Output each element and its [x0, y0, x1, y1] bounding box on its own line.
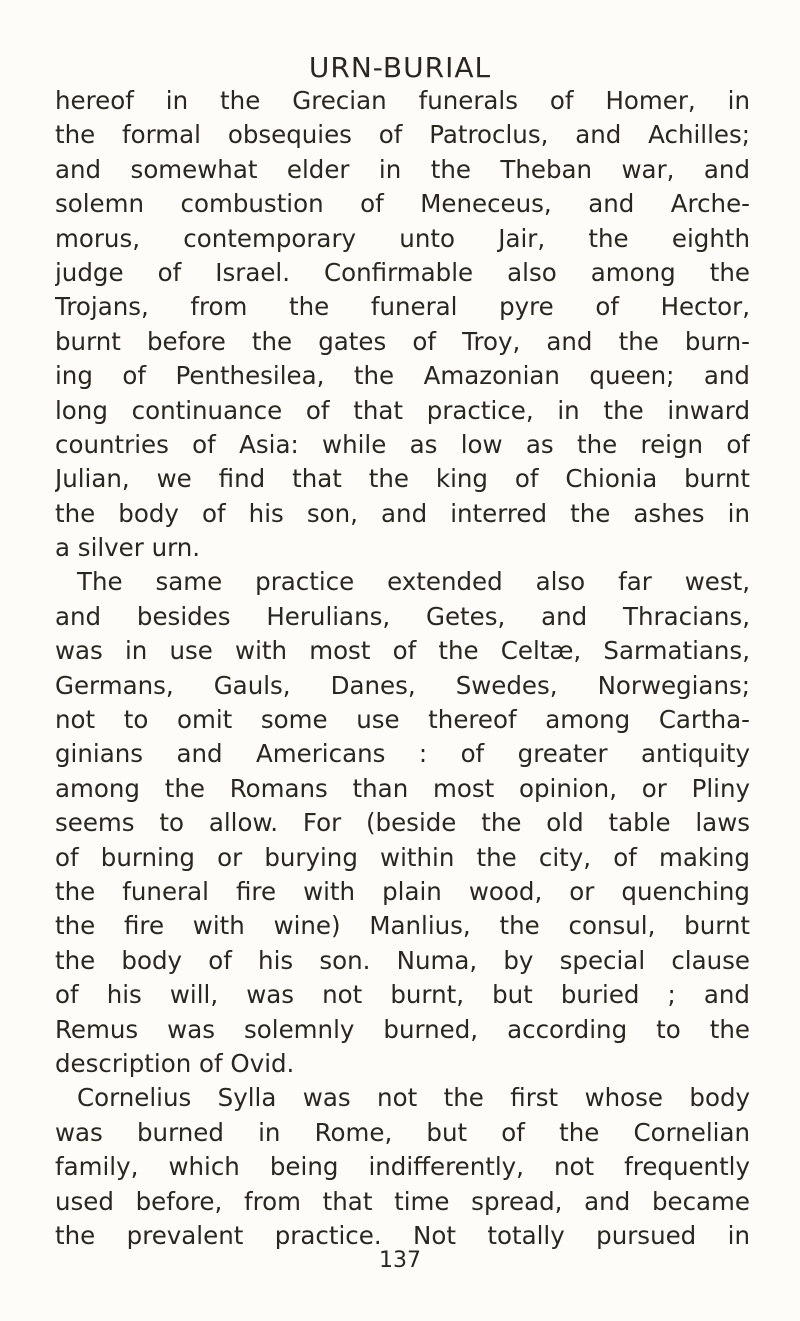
text-line: family, which being indifferently, not frequently [55, 1152, 750, 1182]
text-line: the body of his son. Numa, by special clause [55, 945, 750, 975]
text-line: and somewhat elder in the Theban war, and [55, 154, 750, 184]
text-line: was in use with most of the Celtæ, Sarmatians, [55, 636, 750, 666]
text-line: the fire with wine) Manlius, the consul, burnt [55, 911, 750, 941]
paragraph-2 [55, 565, 750, 1081]
text-line: the body of his son, and interred the ashes in [55, 498, 750, 528]
body-text [55, 84, 750, 1253]
text-line: judge of Israel. Confirmable also among the [55, 257, 750, 287]
text-line: ginians and Americans : of greater antiquity [55, 739, 750, 769]
text-line: of his will, was not burnt, but buried ; and [55, 980, 750, 1010]
text-line: The same practice extended also far west, [77, 567, 750, 597]
text-line: and besides Herulians, Getes, and Thracians, [55, 601, 750, 631]
text-line: was burned in Rome, but of the Cornelian [55, 1117, 750, 1147]
text-line: morus, contemporary unto Jair, the eighth [55, 223, 750, 253]
text-line: Remus was solemnly burned, according to the [55, 1014, 750, 1044]
text-line: hereof in the Grecian funerals of Homer, in [55, 86, 750, 115]
text-line: Cornelius Sylla was not the first whose body [77, 1083, 750, 1113]
paragraph-3 [55, 1081, 750, 1253]
text-line: Germans, Gauls, Danes, Swedes, Norwegians; [55, 670, 750, 700]
text-line: the prevalent practice. Not totally pursued in [55, 1220, 750, 1250]
text-line: a silver urn. [55, 533, 201, 563]
text-line: Julian, we find that the king of Chionia burnt [55, 464, 750, 494]
text-line: among the Romans than most opinion, or Pliny [55, 773, 750, 803]
text-line: ing of Penthesilea, the Amazonian queen; and [55, 361, 750, 391]
text-line: the funeral fire with plain wood, or quenching [55, 876, 750, 906]
text-line: Trojans, from the funeral pyre of Hector, [55, 292, 750, 322]
text-line: not to omit some use thereof among Cartha- [55, 705, 750, 735]
page-number: 137 [379, 1248, 421, 1273]
text-line: long continuance of that practice, in the inward [55, 395, 750, 425]
text-line: burnt before the gates of Troy, and the burn- [55, 326, 750, 356]
running-title: URN-BURIAL [308, 51, 492, 84]
text-line: solemn combustion of Meneceus, and Arche- [55, 189, 750, 219]
text-line: countries of Asia: while as low as the reign of [55, 429, 750, 459]
paragraph-1 [55, 84, 750, 565]
text-line: of burning or burying within the city, of making [55, 842, 750, 872]
text-line: seems to allow. For (beside the old table laws [55, 808, 750, 838]
text-line: used before, from that time spread, and became [55, 1186, 750, 1216]
text-line: description of Ovid. [55, 1048, 295, 1078]
text-line: the formal obsequies of Patroclus, and Achilles; [55, 120, 750, 150]
